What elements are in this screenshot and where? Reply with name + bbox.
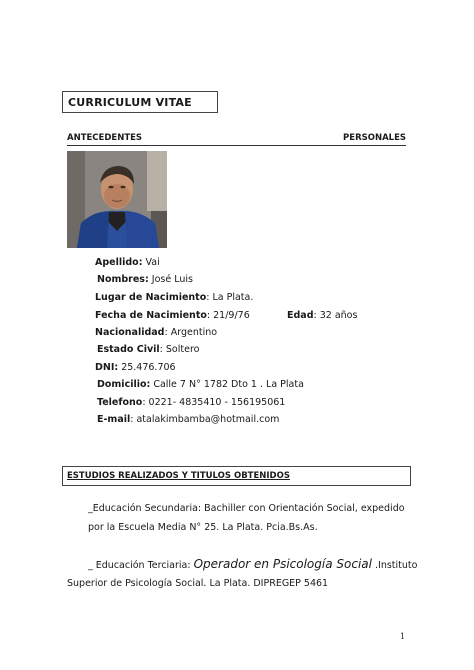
field-email: [97, 414, 279, 425]
field-edad: [287, 310, 357, 321]
value-estado-civil: : Soltero: [159, 344, 200, 355]
field-nombres: [97, 274, 193, 285]
value-lugar-nacimiento: : La Plata.: [206, 292, 254, 303]
label-nombres: Nombres:: [97, 274, 149, 285]
secundaria-line-2: por la Escuela Media N° 25. La Plata. Pcia.Bs.As.: [88, 522, 318, 533]
page-number: 1: [400, 632, 406, 641]
label-nacionalidad: Nacionalidad: [95, 327, 165, 338]
field-estado-civil: [97, 344, 199, 355]
profile-photo-image: [67, 151, 167, 248]
label-estado-civil: Estado Civil: [97, 344, 160, 355]
field-telefono: [97, 397, 285, 408]
label-dni: DNI:: [95, 362, 119, 373]
label-email: E-mail: [97, 414, 131, 425]
field-fecha-nacimiento: [95, 310, 250, 321]
value-apellido: Vai: [142, 257, 160, 268]
label-edad: Edad: [287, 310, 314, 321]
field-nacionalidad: [95, 327, 217, 338]
cv-title-box: [62, 91, 218, 113]
section-heading-antecedentes: [67, 133, 406, 146]
section-heading-right: PERSONALES: [343, 133, 406, 143]
section-heading-left: ANTECEDENTES: [67, 133, 143, 143]
terciaria-line-1: [88, 555, 417, 575]
label-lugar-nacimiento: Lugar de Nacimiento: [95, 292, 207, 303]
field-domicilio: [97, 379, 304, 390]
value-email: : atalakimbamba@hotmail.com: [130, 414, 280, 425]
studies-heading-box: [62, 466, 411, 486]
value-domicilio: Calle 7 N° 1782 Dto 1 . La Plata: [150, 379, 304, 390]
field-apellido: [95, 257, 160, 268]
value-edad: : 32 años: [313, 310, 358, 321]
terciaria-title: Operador en Psicología Social: [193, 557, 372, 571]
terciaria-suffix: .Instituto: [371, 560, 418, 571]
value-dni: 25.476.706: [118, 362, 176, 373]
label-apellido: Apellido:: [95, 257, 143, 268]
value-nombres: José Luis: [148, 274, 193, 285]
label-domicilio: Domicilio:: [97, 379, 151, 390]
label-telefono: Telefono: [97, 397, 143, 408]
value-telefono: : 0221- 4835410 - 156195061: [142, 397, 286, 408]
field-dni: [95, 362, 176, 373]
field-lugar-nacimiento: [95, 292, 253, 303]
terciaria-line-2: Superior de Psicología Social. La Plata. DIPREGEP 5461: [67, 578, 329, 589]
value-nacionalidad: : Argentino: [164, 327, 218, 338]
value-fecha-nacimiento: : 21/9/76: [206, 310, 250, 321]
terciaria-prefix: _ Educación Terciaria:: [88, 560, 194, 571]
label-fecha-nacimiento: Fecha de Nacimiento: [95, 310, 207, 321]
studies-heading: ESTUDIOS REALIZADOS Y TITULOS OBTENIDOS: [67, 471, 290, 481]
secundaria-line-1: _Educación Secundaria: Bachiller con Orientación Social, expedido: [88, 503, 405, 514]
profile-photo: [67, 151, 167, 248]
cv-title: CURRICULUM VITAE: [68, 96, 192, 109]
